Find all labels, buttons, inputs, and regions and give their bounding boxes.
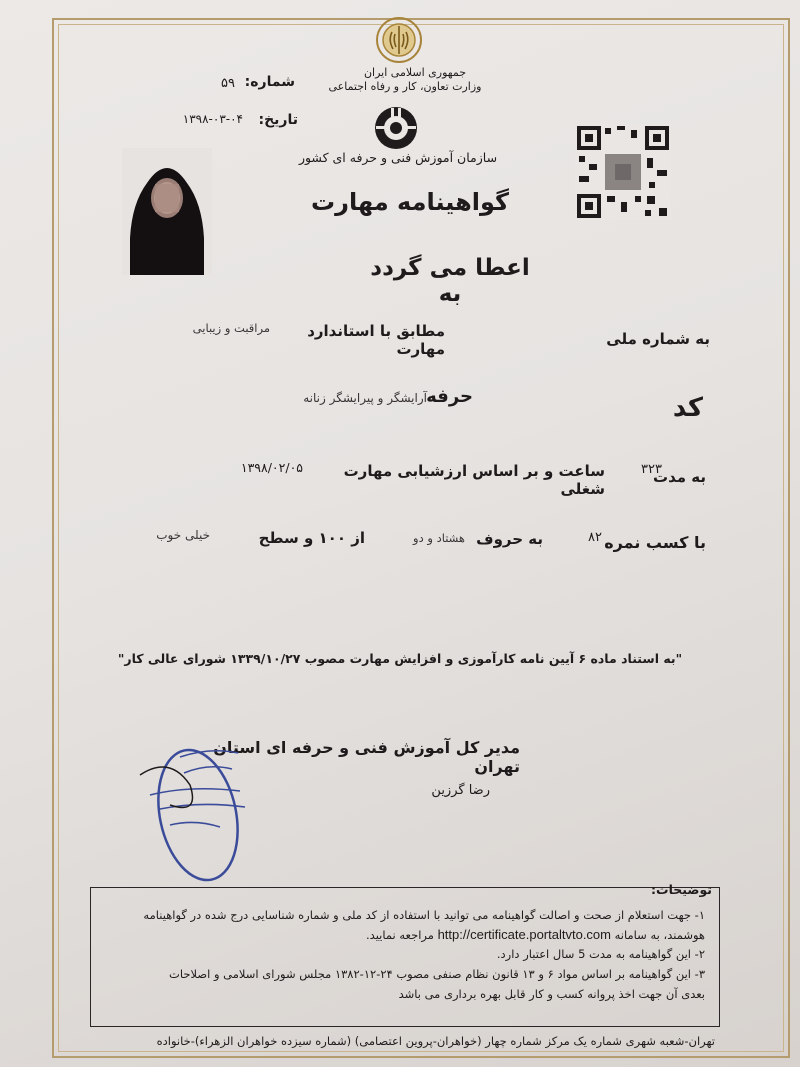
signature-stamp — [120, 745, 270, 885]
score-value: ۸۲ — [588, 530, 602, 545]
director-name: رضا گرزین — [431, 783, 490, 798]
trade-value: آرایشگر و پیرایشگر زنانه — [303, 391, 427, 405]
note-3-line-1: ۳- این گواهینامه بر اساس مواد ۶ و ۱۳ قانون نظام صنفی مصوب ۲۴-۱۲-۱۳۸۲ مجلس شورای اسلامی و اصلاحات — [169, 967, 705, 981]
certificate-title: گواهینامه مهارت — [311, 188, 509, 216]
skill-standard-value: مراقبت و زیبایی — [192, 321, 270, 335]
in-words-label: به حروف — [476, 530, 543, 548]
qr-code — [575, 124, 671, 220]
holder-photo — [122, 148, 212, 275]
score-label: با کسب نمره — [604, 533, 706, 552]
out-of-label: از ۱۰۰ و سطح — [258, 529, 365, 547]
code-label: کد — [672, 393, 703, 423]
date-label: تاریخ: — [258, 112, 298, 128]
note-1-prefix: هوشمند، به سامانه — [614, 928, 705, 942]
note-1-line-1: ۱- جهت استعلام از صحت و اصالت گواهینامه می توانید با استفاده از کد ملی و شماره شناسایی درج شده در گواهینامه — [143, 908, 705, 922]
duration-value: ۳۲۳ — [641, 462, 662, 477]
verification-url[interactable]: http://certificate.portaltvto.com — [437, 927, 611, 942]
level-value: خیلی خوب — [156, 528, 210, 542]
trade-label: حرفه — [426, 386, 473, 407]
note-1-line-2 — [105, 927, 705, 942]
national-id-label: به شماره ملی — [606, 330, 710, 348]
date-value: ۱۳۹۸-۰۳-۰۴ — [182, 112, 243, 126]
in-words-value: هشتاد و دو — [413, 531, 465, 545]
skill-standard-label: مطابق با استاندارد مهارت — [307, 322, 445, 358]
duration-label: به مدت — [653, 468, 706, 486]
organization-name: سازمان آموزش فنی و حرفه ای کشور — [298, 150, 498, 165]
director-title: مدیر کل آموزش فنی و حرفه ای استان تهران — [213, 738, 520, 776]
number-value: ۵۹ — [221, 76, 235, 91]
assessment-date: ۱۳۹۸/۰۲/۰۵ — [240, 460, 303, 475]
notes-title: توضیحات: — [651, 882, 712, 897]
issuing-center-footer: تهران-شعبه شهری شماره یک مرکز شماره چهار (خواهران-پروین اعتصامی) (شماره سیزده خواهران الزهراء)-خانواده — [156, 1034, 715, 1048]
number-label: شماره: — [244, 74, 295, 90]
note-1-suffix: مراجعه نمایید. — [366, 928, 434, 942]
note-3-line-2: بعدی آن جهت اخذ پروانه کسب و کار قابل بهره برداری می باشد — [398, 987, 705, 1001]
republic-name: جمهوری اسلامی ایران — [363, 66, 467, 79]
awarded-to-heading: اعطا می گردد به — [370, 255, 530, 307]
tvto-logo-icon — [372, 104, 420, 152]
ministry-name: وزارت تعاون، کار و رفاه اجتماعی — [328, 80, 482, 93]
hours-assessment-label: ساعت و بر اساس ارزشیابی مهارت شغلی — [343, 462, 605, 498]
iran-emblem-icon — [374, 14, 424, 66]
note-2: ۲- این گواهینامه به مدت 5 سال اعتبار دارد. — [496, 947, 705, 961]
legal-basis: "به استناد ماده ۶ آیین نامه کارآموزی و افزایش مهارت مصوب ۱۳۳۹/۱۰/۲۷ شورای عالی کار" — [117, 651, 683, 666]
